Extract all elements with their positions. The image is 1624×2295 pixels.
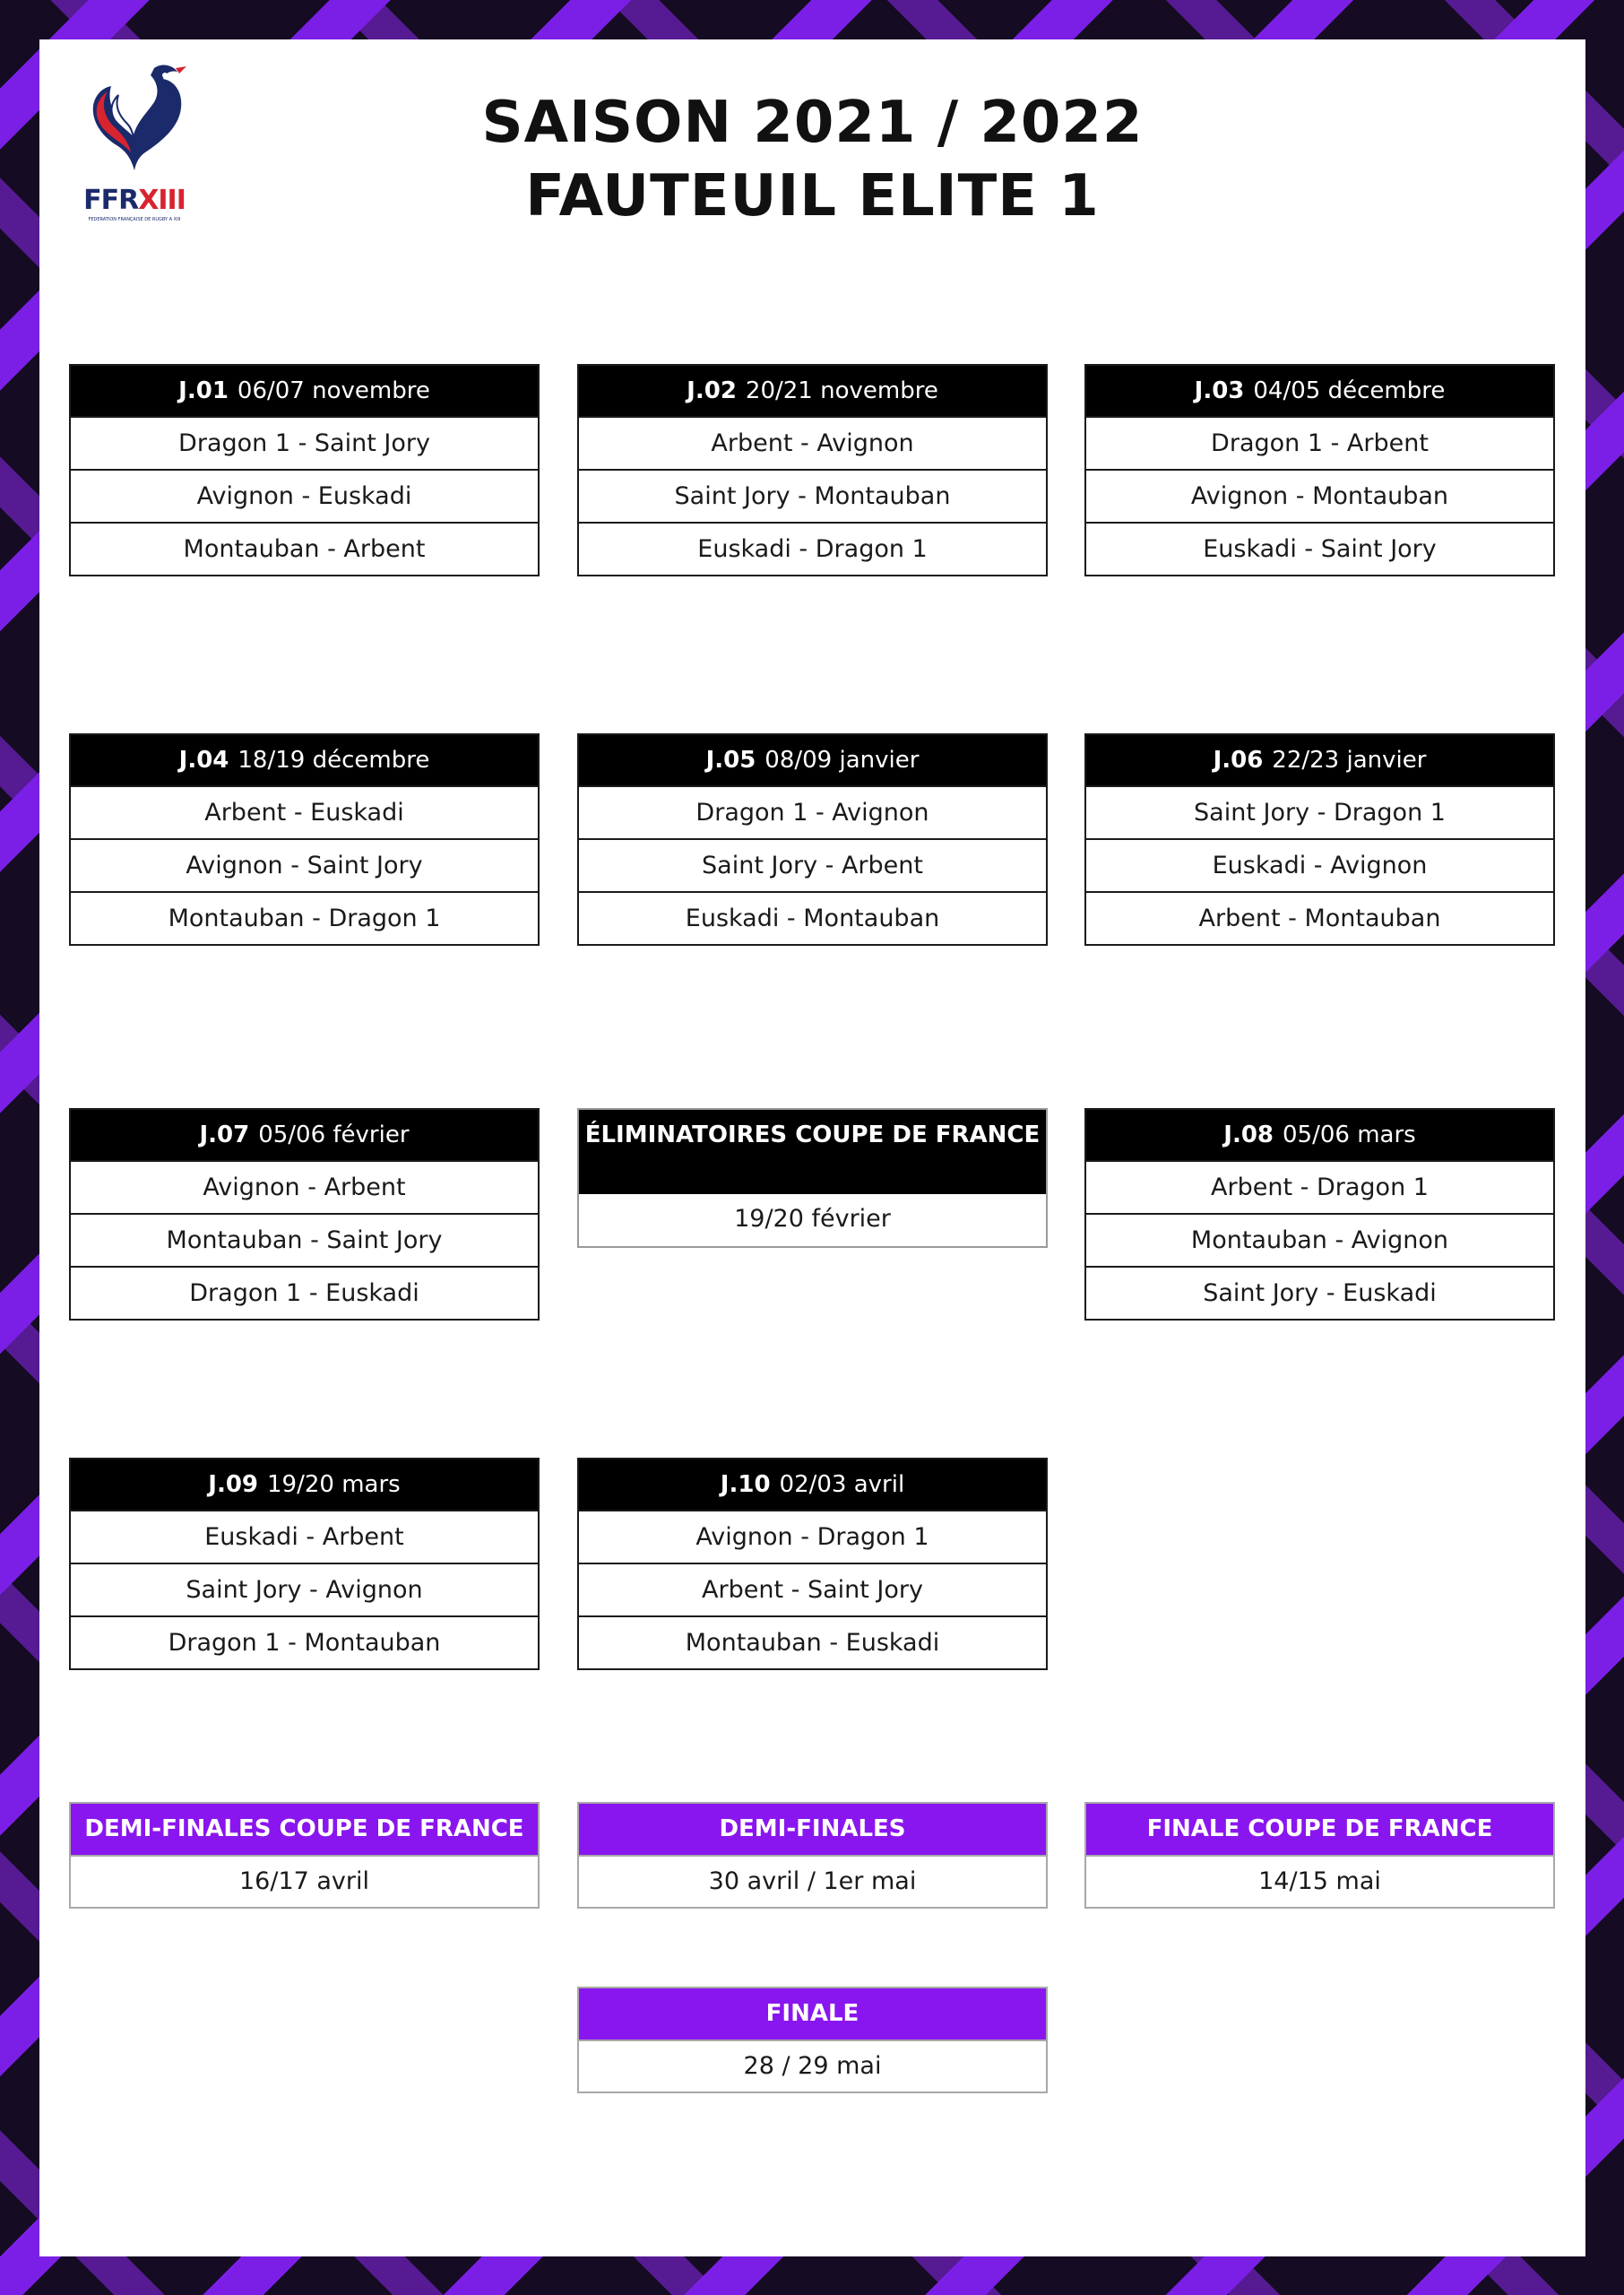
match-row: Arbent - Montauban — [1086, 891, 1553, 944]
match-row: Dragon 1 - Montauban — [71, 1615, 538, 1668]
eliminatoires-dates: 19/20 février — [734, 1205, 891, 1233]
round-header: J.02 20/21 novembre — [579, 366, 1046, 416]
playoff-dates: 30 avril / 1er mai — [579, 1855, 1046, 1907]
match-row: Arbent - Euskadi — [71, 785, 538, 838]
round-header: J.08 05/06 mars — [1086, 1110, 1553, 1160]
match-row: Montauban - Dragon 1 — [71, 891, 538, 944]
playoff-card-demi-finales-coupe — [69, 1802, 540, 1909]
match-row: Dragon 1 - Saint Jory — [71, 416, 538, 469]
match-row: Saint Jory - Dragon 1 — [1086, 785, 1553, 838]
playoff-card-finale — [577, 1987, 1048, 2093]
match-row: Dragon 1 - Euskadi — [71, 1266, 538, 1319]
match-row: Euskadi - Montauban — [579, 891, 1046, 944]
playoff-header: DEMI-FINALES — [579, 1804, 1046, 1855]
round-card-j09 — [69, 1458, 540, 1670]
match-row: Saint Jory - Montauban — [579, 469, 1046, 522]
round-header: J.04 18/19 décembre — [71, 735, 538, 785]
match-row: Dragon 1 - Arbent — [1086, 416, 1553, 469]
round-header: J.03 04/05 décembre — [1086, 366, 1553, 416]
round-card-j08 — [1084, 1108, 1555, 1321]
round-card-j05 — [577, 733, 1048, 946]
schedule-sheet — [39, 39, 1585, 2256]
page-title-division: FAUTEUIL ELITE 1 — [525, 163, 1100, 230]
playoff-header: DEMI-FINALES COUPE DE FRANCE — [71, 1804, 538, 1855]
playoff-header: FINALE — [579, 1988, 1046, 2040]
round-header: J.06 22/23 janvier — [1086, 735, 1553, 785]
logo-wordmark: FFRXIII — [83, 185, 186, 216]
match-row: Avignon - Saint Jory — [71, 838, 538, 891]
match-row: Montauban - Avignon — [1086, 1213, 1553, 1266]
round-card-j07 — [69, 1108, 540, 1321]
match-row: Euskadi - Saint Jory — [1086, 522, 1553, 575]
round-header: J.07 05/06 février — [71, 1110, 538, 1160]
playoff-dates: 28 / 29 mai — [579, 2040, 1046, 2091]
match-row: Dragon 1 - Avignon — [579, 785, 1046, 838]
playoff-dates: 14/15 mai — [1086, 1855, 1553, 1907]
match-row: Arbent - Dragon 1 — [1086, 1160, 1553, 1213]
round-card-j01 — [69, 364, 540, 576]
playoff-dates: 16/17 avril — [71, 1855, 538, 1907]
match-row: Saint Jory - Euskadi — [1086, 1266, 1553, 1319]
match-row: Arbent - Saint Jory — [579, 1563, 1046, 1615]
eliminatoires-header: ÉLIMINATOIRES COUPE DE FRANCE — [579, 1110, 1046, 1194]
round-card-j04 — [69, 733, 540, 946]
round-card-j10 — [577, 1458, 1048, 1670]
match-row: Arbent - Avignon — [579, 416, 1046, 469]
match-row: Montauban - Euskadi — [579, 1615, 1046, 1668]
round-header: J.09 19/20 mars — [71, 1459, 538, 1510]
round-card-j03 — [1084, 364, 1555, 576]
match-row: Avignon - Arbent — [71, 1160, 538, 1213]
match-row: Avignon - Montauban — [1086, 469, 1553, 522]
round-header: J.10 02/03 avril — [579, 1459, 1046, 1510]
page-title-season: SAISON 2021 / 2022 — [481, 90, 1144, 156]
match-row: Euskadi - Arbent — [71, 1510, 538, 1563]
match-row: Avignon - Dragon 1 — [579, 1510, 1046, 1563]
logo-subtext: FÉDÉRATION FRANÇAISE DE RUGBY À XIII — [88, 217, 181, 222]
playoff-card-demi-finales — [577, 1802, 1048, 1909]
match-row: Montauban - Saint Jory — [71, 1213, 538, 1266]
match-row: Euskadi - Dragon 1 — [579, 522, 1046, 575]
round-header: J.01 06/07 novembre — [71, 366, 538, 416]
match-row: Montauban - Arbent — [71, 522, 538, 575]
eliminatoires-card — [577, 1108, 1048, 1248]
playoff-header: FINALE COUPE DE FRANCE — [1086, 1804, 1553, 1855]
round-header: J.05 08/09 janvier — [579, 735, 1046, 785]
match-row: Saint Jory - Arbent — [579, 838, 1046, 891]
match-row: Saint Jory - Avignon — [71, 1563, 538, 1615]
match-row: Euskadi - Avignon — [1086, 838, 1553, 891]
round-card-j02 — [577, 364, 1048, 576]
playoff-card-finale-coupe — [1084, 1802, 1555, 1909]
match-row: Avignon - Euskadi — [71, 469, 538, 522]
round-card-j06 — [1084, 733, 1555, 946]
